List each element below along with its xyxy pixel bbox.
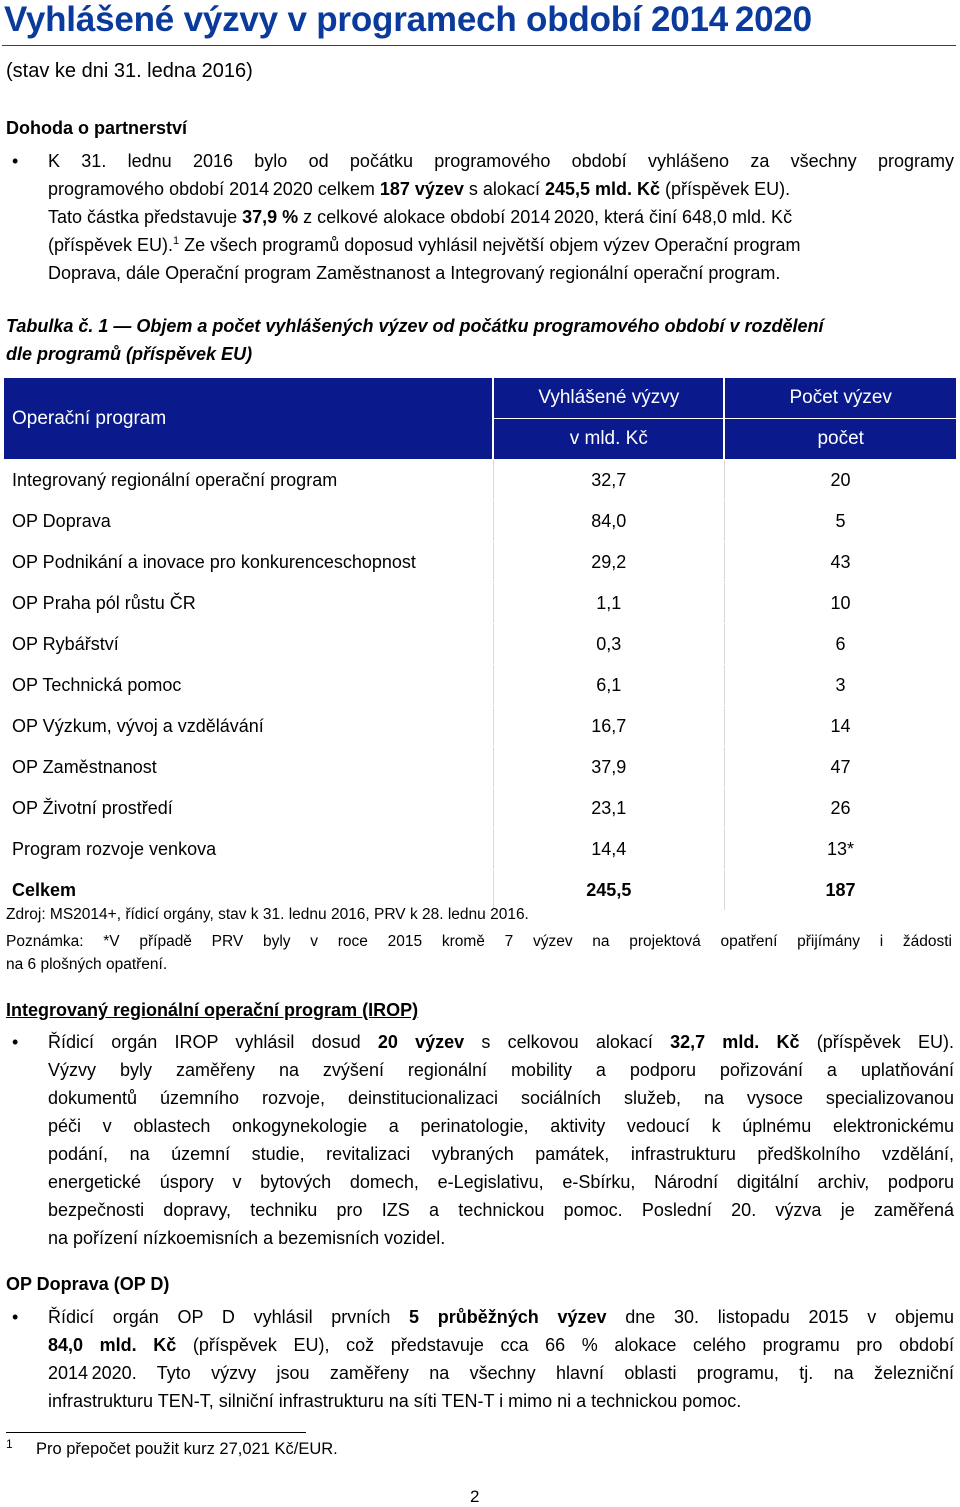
program-name: OP Rybářství: [4, 624, 493, 665]
program-count: 6: [724, 624, 956, 665]
program-count: 10: [724, 583, 956, 624]
table-row: [4, 747, 956, 788]
footnote-ref: 1: [173, 235, 180, 247]
p1-line2: programového období 2014 2020 celkem 187 výzev s alokací 245,5 mld. Kč (příspěvek EU).: [48, 179, 791, 199]
bullet-icon: •: [12, 1307, 19, 1327]
irop-line1: Řídicí orgán IROP vyhlásil dosud 20 výzev s celkovou alokací 32,7 mld. Kč (příspěvek EU).: [48, 1032, 954, 1052]
program-count: 13*: [724, 829, 956, 870]
table-total-row: [4, 870, 956, 911]
bullet-icon: •: [12, 151, 19, 171]
program-value: 14,4: [493, 829, 724, 870]
table-note: Poznámka: *V případě PRV byly v roce 2015 kromě 7 výzev na projektová opatření přijímány i žádosti na 6 plošných opatření.: [6, 933, 952, 973]
p1-line3: Tato částka představuje 37,9 % z celkové alokace období 2014 2020, která činí 648,0 mld. Kč: [48, 207, 793, 227]
page-subtitle: (stav ke dni 31. ledna 2016): [6, 60, 253, 82]
table-source: Zdroj: MS2014+, řídicí orgány, stav k 31. lednu 2016, PRV k 28. lednu 2016.: [6, 906, 529, 923]
irop-line3: dokumentů územního rozvoje, deinstitucionalizaci sociálních služeb, na vysoce specializovanou: [48, 1088, 954, 1108]
program-value: 16,7: [493, 706, 724, 747]
program-name: OP Praha pól růstu ČR: [4, 583, 493, 624]
p1-line5: Doprava, dále Operační program Zaměstnanost a Integrovaný regionální operační program.: [48, 263, 781, 283]
table-row: [4, 501, 956, 542]
irop-paragraph: [12, 1028, 954, 1252]
table-row: [4, 829, 956, 870]
program-count: 43: [724, 542, 956, 583]
program-value: 1,1: [493, 583, 724, 624]
header-program: Operační program: [4, 378, 493, 460]
program-count: 20: [724, 460, 956, 501]
programs-table: [4, 378, 956, 911]
bullet-icon: •: [12, 1032, 19, 1052]
program-name: OP Doprava: [4, 501, 493, 542]
program-count: 26: [724, 788, 956, 829]
title-divider: [2, 45, 956, 46]
program-name: OP Technická pomoc: [4, 665, 493, 706]
page-title: Vyhlášené výzvy v programech období 2014 2020: [4, 0, 812, 39]
table-row: [4, 665, 956, 706]
irop-line7: bezpečnosti dopravy, techniku pro IZS a technickou pomoc. Poslední 20. výzva je zaměřená: [48, 1200, 954, 1220]
table-row: [4, 624, 956, 665]
section1-paragraph: [12, 147, 954, 287]
opd-line4: infrastrukturu TEN-T, silniční infrastrukturu na síti TEN-T i mimo ni a technickou pomoc.: [48, 1391, 742, 1411]
footnote-text: Pro přepočet použit kurz 27,021 Kč/EUR.: [36, 1440, 338, 1458]
table-row: [4, 542, 956, 583]
footnote-divider: [6, 1432, 306, 1433]
section-heading-irop: Integrovaný regionální operační program (IROP): [6, 1000, 419, 1020]
program-name: Integrovaný regionální operační program: [4, 460, 493, 501]
table-row: [4, 583, 956, 624]
program-value: 32,7: [493, 460, 724, 501]
section-heading-dohoda: Dohoda o partnerství: [6, 118, 188, 138]
opd-line2: 84,0 mld. Kč (příspěvek EU), což představuje cca 66 % alokace celého programu pro období: [48, 1335, 955, 1355]
total-label: Celkem: [4, 870, 493, 911]
irop-line5: podání, na územní studie, revitalizaci vybraných památek, infrastrukturu předškolního vzdělání,: [48, 1144, 954, 1164]
footnote-number: 1: [6, 1437, 13, 1451]
program-count: 3: [724, 665, 956, 706]
program-value: 29,2: [493, 542, 724, 583]
program-value: 0,3: [493, 624, 724, 665]
header-calls: Vyhlášené výzvy: [493, 378, 724, 419]
program-name: OP Zaměstnanost: [4, 747, 493, 788]
program-value: 84,0: [493, 501, 724, 542]
program-count: 47: [724, 747, 956, 788]
p1-line1: K 31. lednu 2016 bylo od počátku programového období vyhlášeno za všechny programy: [48, 151, 954, 171]
program-name: Program rozvoje venkova: [4, 829, 493, 870]
table-caption: Tabulka č. 1 — Objem a počet vyhlášených výzev od počátku programového období v rozdělení dle programů (příspěvek EU): [6, 316, 824, 364]
program-name: OP Životní prostředí: [4, 788, 493, 829]
header-count-unit: počet: [724, 419, 956, 460]
program-value: 37,9: [493, 747, 724, 788]
section-heading-opd: OP Doprava (OP D): [6, 1274, 170, 1294]
program-name: OP Podnikání a inovace pro konkurenceschopnost: [4, 542, 493, 583]
table-row: [4, 460, 956, 501]
program-name: OP Výzkum, vývoj a vzdělávání: [4, 706, 493, 747]
program-value: 6,1: [493, 665, 724, 706]
irop-line2: Výzvy byly zaměřeny na zvýšení regionální mobility a podporu pořizování a uplatňování: [48, 1060, 954, 1080]
p1-line4: (příspěvek EU).$^1$ Ze všech programů doposud vyhlásil největší objem výzev Operační program: [48, 235, 801, 255]
header-calls-unit: v mld. Kč: [493, 419, 724, 460]
program-value: 23,1: [493, 788, 724, 829]
irop-line6: energetické úspory v bytových domech, e-Legislativu, e-Sbírku, Národní digitální archiv, podporu: [48, 1172, 954, 1192]
page-number: 2: [470, 1487, 480, 1506]
program-count: 5: [724, 501, 956, 542]
table-row: [4, 788, 956, 829]
opd-paragraph: [12, 1303, 955, 1415]
header-count: Počet výzev: [724, 378, 956, 419]
table-row: [4, 706, 956, 747]
irop-line8: na pořízení nízkoemisních a bezemisních vozidel.: [48, 1228, 446, 1248]
opd-line3: 2014 2020. Tyto výzvy jsou zaměřeny na všechny hlavní oblasti programu, tj. na železniční: [48, 1363, 954, 1383]
total-value: 245,5: [493, 870, 724, 911]
opd-line1: Řídicí orgán OP D vyhlásil prvních 5 průběžných výzev dne 30. listopadu 2015 v objemu: [48, 1307, 954, 1327]
total-count: 187: [724, 870, 956, 911]
irop-line4: péči v oblastech onkogynekologie a perinatologie, aktivity vedoucí k úplnému elektronickému: [48, 1116, 954, 1136]
program-count: 14: [724, 706, 956, 747]
